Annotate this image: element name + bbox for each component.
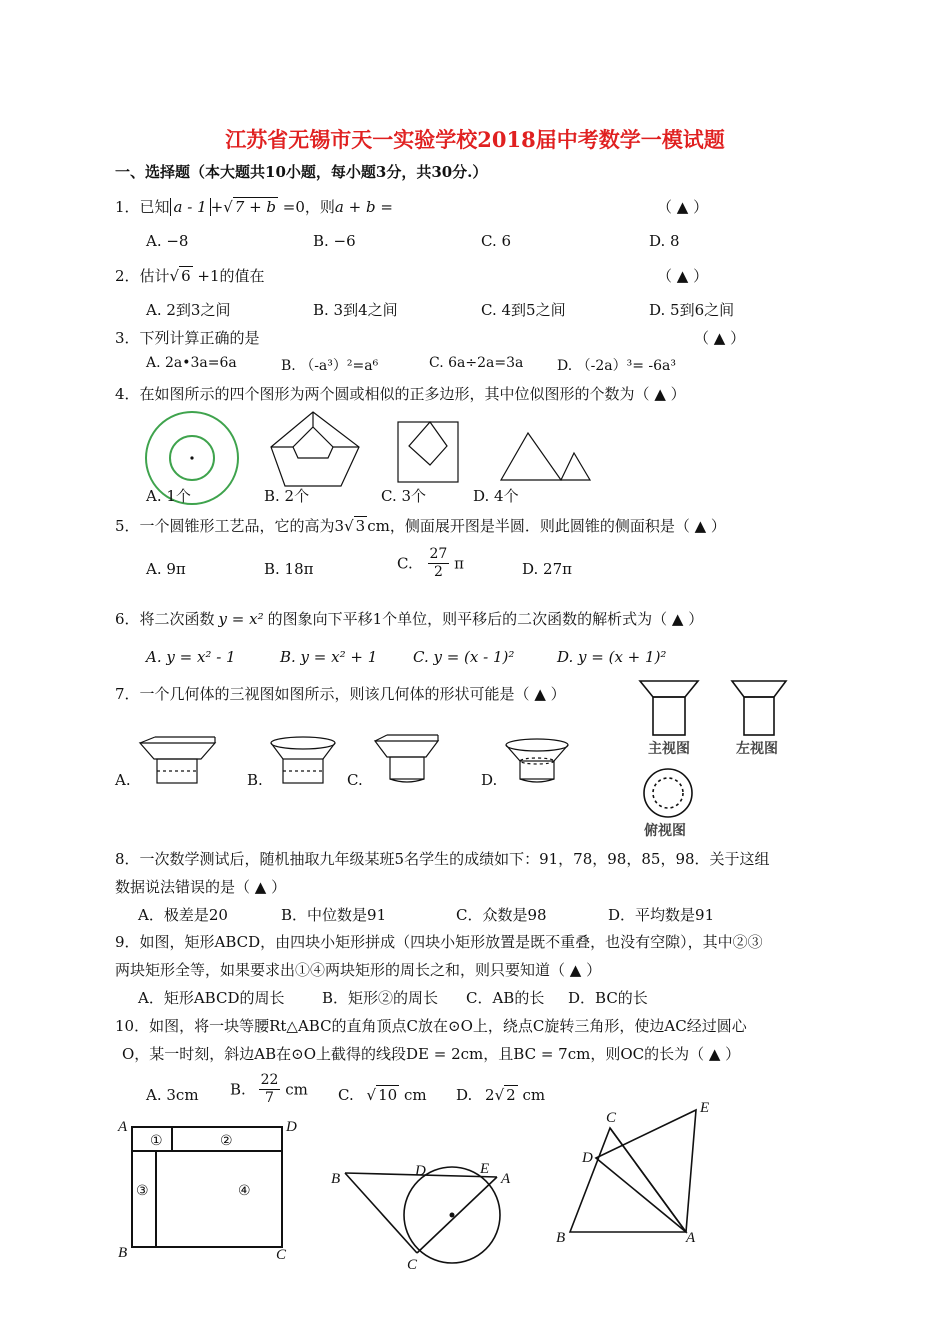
question-1-option-b: B. −6 <box>313 232 356 250</box>
question-7-option-d: D. <box>481 771 498 789</box>
question-4-option-b: B. 2个 <box>264 487 310 505</box>
question-10-option-b: B. $\frac{22}{7}$ cm <box>230 1072 308 1106</box>
region-4-label: ④ <box>238 1183 251 1199</box>
question-2-option-a: A. 2到3之间 <box>146 301 231 319</box>
solid-a-figure <box>140 737 215 783</box>
question-2-answer: （ ▲ ） <box>657 267 709 285</box>
question-2-stem: 2．估计√ 6 +1的值在 <box>115 267 265 285</box>
question-9-option-b: B．矩形②的周长 <box>322 989 439 1007</box>
question-4-figures <box>140 410 600 505</box>
question-1-stem: 1．已知 a - 1 +√ 7 + b =0，则a + b = <box>115 198 393 216</box>
question-9-line-1: 9．如图，矩形ABCD，由四块小矩形拼成（四块小矩形放置是既不重叠，也没有空隙），其中②③ <box>115 933 763 951</box>
question-5-option-a: A. 9π <box>146 560 186 578</box>
question-2-option-c: C. 4到5之间 <box>481 301 566 319</box>
circle-fig-label-a: A <box>501 1171 511 1187</box>
question-6-option-a: A. y = x² - 1 <box>146 648 236 666</box>
top-view <box>644 769 692 817</box>
question-7-option-b: B. <box>247 771 263 789</box>
question-1-answer: （ ▲ ） <box>657 198 709 216</box>
circle-fig-label-b: B <box>331 1171 341 1187</box>
tri-fig-label-e: E <box>700 1100 710 1116</box>
question-8-line-2: 数据说法错误的是（ ▲ ） <box>115 878 287 896</box>
question-3-option-a: A. 2a•3a=6a <box>146 355 237 371</box>
question-9-option-a: A．矩形ABCD的周长 <box>138 989 285 1007</box>
question-6-option-b: B. y = x² + 1 <box>280 648 378 666</box>
question-10-option-c: C. √ 10 cm <box>338 1086 427 1104</box>
question-10-line-1: 10．如图，将一块等腰Rt△ABC的直角顶点C放在⊙O上，绕点C旋转三角形，使边AC经过圆心 <box>115 1017 747 1035</box>
tri-fig-label-d: D <box>582 1150 593 1166</box>
question-9-option-d: D．BC的长 <box>568 989 648 1007</box>
region-2-label: ② <box>220 1133 233 1149</box>
solid-b-figure <box>271 737 335 783</box>
question-3-stem: 3．下列计算正确的是 <box>115 329 260 347</box>
front-view <box>640 681 698 735</box>
similar-triangles-figure <box>501 433 590 480</box>
question-6-option-d: D. y = (x + 1)² <box>557 648 667 666</box>
rect-label-c: C <box>276 1247 287 1263</box>
question-1-option-d: D. 8 <box>649 232 680 250</box>
circle-triangle-figure <box>325 1155 525 1275</box>
front-view-label: 主视图 <box>648 741 690 757</box>
question-8-line-1: 8．一次数学测试后，随机抽取九年级某班5名学生的成绩如下：91，78，98，85，98．关于这组 <box>115 850 770 868</box>
question-8-option-c: C．众数是98 <box>456 906 547 924</box>
question-3-option-d: D. （-2a）³= -6a³ <box>557 358 676 374</box>
rectangle-abcd-figure <box>110 1115 310 1265</box>
page-title: 江苏省无锡市天一实验学校2018届中考数学一模试题 <box>225 127 725 152</box>
three-views-figure <box>630 675 810 845</box>
question-2-option-b: B. 3到4之间 <box>313 301 398 319</box>
question-8-option-d: D．平均数是91 <box>608 906 715 924</box>
question-7-option-c: C. <box>347 771 363 789</box>
question-9-option-c: C．AB的长 <box>466 989 545 1007</box>
rect-label-a: A <box>118 1119 128 1135</box>
question-7-option-a: A. <box>115 771 131 789</box>
tri-fig-label-b: B <box>556 1230 566 1246</box>
question-10-line-2: O，某一时刻，斜边AB在⊙O上截得的线段DE = 2cm，且BC = 7cm，则OC的长为（ ▲ ） <box>122 1045 741 1063</box>
section-heading: 一、选择题（本大题共10小题，每小题3分，共30分.） <box>115 163 488 181</box>
question-7-stem: 7．一个几何体的三视图如图所示，则该几何体的形状可能是（ ▲ ） <box>115 685 566 703</box>
nested-squares-figure <box>398 422 458 482</box>
question-3-answer: （ ▲ ） <box>694 329 746 347</box>
rotated-triangle-figure <box>550 1098 730 1248</box>
question-1-option-a: A. −8 <box>146 232 189 250</box>
question-6-option-c: C. y = (x - 1)² <box>413 648 515 666</box>
region-3-label: ③ <box>136 1183 149 1199</box>
question-2-option-d: D. 5到6之间 <box>649 301 735 319</box>
question-3-option-b: B. （-a³）²=a⁶ <box>281 358 379 374</box>
question-8-option-a: A．极差是20 <box>138 906 228 924</box>
question-9-line-2: 两块矩形全等，如果要求出①④两块矩形的周长之和，则只要知道（ ▲ ） <box>115 961 602 979</box>
question-5-option-c: C. $\frac{27}{2}$ π <box>397 546 464 580</box>
circle-fig-label-e: E <box>480 1161 490 1177</box>
question-1-option-c: C. 6 <box>481 232 512 250</box>
region-1-label: ① <box>150 1133 163 1149</box>
question-10-option-a: A. 3cm <box>146 1086 199 1104</box>
top-view-label: 俯视图 <box>644 823 686 839</box>
rect-label-b: B <box>118 1245 128 1261</box>
question-4-option-c: C. 3个 <box>381 487 427 505</box>
rect-label-d: D <box>286 1119 297 1135</box>
question-5-stem: 5．一个圆锥形工艺品，它的高为3√ 3 cm，侧面展开图是半圆．则此圆锥的侧面积是（ ▲ ） <box>115 517 726 535</box>
question-4-option-d: D. 4个 <box>473 487 519 505</box>
question-8-option-b: B．中位数是91 <box>281 906 387 924</box>
side-view <box>732 681 786 735</box>
tri-fig-label-c: C <box>606 1110 617 1126</box>
question-10-option-d: D. 2√ 2 cm <box>456 1086 546 1104</box>
question-3-option-c: C. 6a÷2a=3a <box>429 355 524 371</box>
question-6-stem: 6．将二次函数 y = x² 的图象向下平移1个单位，则平移后的二次函数的解析式为（ ▲ ） <box>115 610 704 628</box>
solid-c-figure <box>375 735 438 782</box>
tri-fig-label-a: A <box>686 1230 696 1246</box>
question-5-option-d: D. 27π <box>522 560 572 578</box>
question-4-option-a: A. 1个 <box>146 487 191 505</box>
circle-fig-label-c: C <box>407 1257 418 1273</box>
side-view-label: 左视图 <box>736 741 778 757</box>
question-4-stem: 4．在如图所示的四个图形为两个圆或相似的正多边形，其中位似图形的个数为（ ▲ ） <box>115 385 686 403</box>
question-5-option-b: B. 18π <box>264 560 314 578</box>
circle-fig-label-d: D <box>415 1163 426 1179</box>
nested-pentagons-figure <box>271 412 359 486</box>
solid-d-figure <box>506 739 568 782</box>
